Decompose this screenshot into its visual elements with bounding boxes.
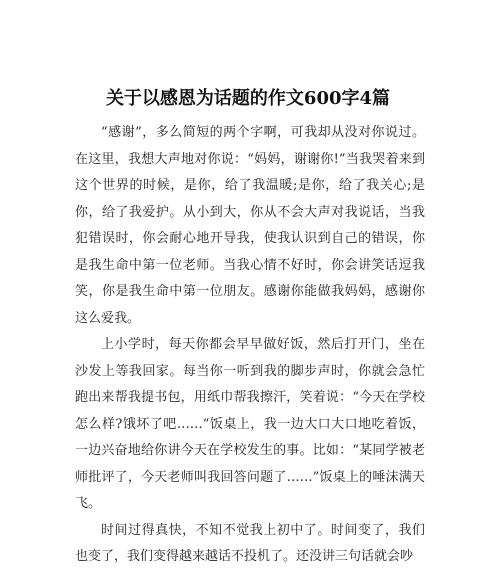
paragraph-1: “感谢”，多么简短的两个字啊，可我却从没对你说过。在这里，我想大声地对你说：“妈妈，谢谢你!”当我哭着来到这个世界的时候，是你，给了我温暖;是你，给了我关心;是你，给了我爱护。从小到大，你从不会大声对我说话，当我犯错误时，你会耐心地开导我，使我认识到自己的错误，你是我生命中第一位老师。当我心情不好时，你会讲笑话逗我笑，你是我生命中第一位朋友。感谢你能做我妈妈，感谢你这么爱我。 — [75, 125, 425, 326]
paragraph-2: 上小学时，每天你都会早早做好饭，然后打开门，坐在沙发上等我回家。每当你一听到我的脚步声时，你就会急忙跑出来帮我提书包，用纸巾帮我擦汗，笑着说：“今天在学校怎么样?饿坏了吧……”饭桌上，我一边大口大口地吃着饭，一边兴奋地给你讲今天在学校发生的事。比如：“某同学被老师批评了，今天老师叫我回答问题了……”饭桌上的唾沫满天飞。 — [75, 337, 425, 511]
document-body — [75, 120, 425, 571]
paragraph-3: 时间过得真快，不知不觉我上初中了。时间变了，我们也变了，我们变得越来越话不投机了。还没讲三句话就会吵 — [75, 522, 425, 564]
document-title: 关于以感恩为话题的作文600字4篇 — [105, 88, 391, 109]
